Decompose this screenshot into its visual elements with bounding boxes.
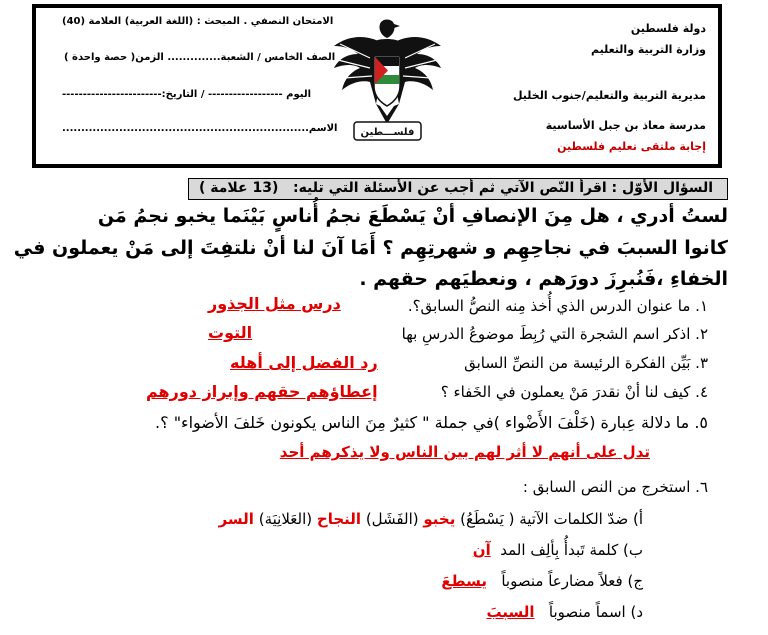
passage-line-1: لستُ أدري ، هل مِنَ الإنصافِ أنْ يَسْطَعَ نجمُ أُناسٍ بَيْنَما يخبو نجمُ مَن bbox=[97, 205, 728, 227]
sub-item-a-answer-2: النجاح bbox=[316, 510, 362, 528]
palestine-eagle-emblem-icon bbox=[330, 16, 445, 152]
sub-item-d-prefix: د) اسماً منصوباً bbox=[548, 603, 643, 621]
answer-3: رد الفضل إلى أهله bbox=[230, 353, 378, 372]
sub-item-b-answer: آن bbox=[472, 541, 491, 559]
passage-line-2: كانوا السببَ في نجاحِهِم و شهرتِهِم ؟ أَمَا آنَ لنا أنْ نلتفِتَ إلى مَنْ يعملون في bbox=[13, 237, 728, 259]
ministry-name: وزارة التربية والتعليم bbox=[591, 43, 706, 56]
sub-item-a bbox=[219, 510, 643, 528]
sub-item-a-answer-3: السر bbox=[218, 510, 254, 528]
question-header-bar bbox=[188, 178, 728, 200]
country-name: دولة فلسطين bbox=[630, 22, 706, 35]
directorate-name: مديرية التربية والتعليم/جنوب الخليل bbox=[512, 89, 706, 102]
date-line: اليوم ------------------ / التاريخ:------------------------ bbox=[62, 89, 312, 100]
class-info-line: الصف الخامس / الشعبة.............. الزمن( حصة واحدة ) bbox=[64, 52, 336, 63]
slogan-text: إجابة ملتقى تعليم فلسطين bbox=[557, 140, 706, 153]
sub-item-b-prefix: ب) كلمة تَبدأُ بِألِف المد bbox=[500, 541, 643, 559]
sub-item-c-prefix: ج) فعلاً مضارعاً منصوباً bbox=[501, 572, 643, 590]
sub-item-a-answer-1: يخبو bbox=[423, 510, 456, 528]
question-marks: (13 علامة ) bbox=[199, 180, 279, 196]
answer-2: التوت bbox=[208, 323, 253, 342]
answer-4: إعطاؤهم حقهم وإبراز دورهم bbox=[146, 382, 378, 401]
question-5: ٥. ما دلالة عِبارة (خَلْفَ الأَضْواء )في جملة " كثيرٌ مِنَ الناس يكونون خَلفَ الأضواء" ؟. bbox=[155, 413, 708, 432]
question-4: ٤. كيف لنا أنْ نقدرَ مَنْ يعملون في الخَفاء ؟ bbox=[440, 383, 708, 401]
name-line: الاسم................................................................. bbox=[62, 123, 338, 134]
sub-item-b bbox=[473, 541, 643, 559]
sub-item-a-mid-1: (الفَشَل) bbox=[365, 510, 419, 528]
passage-line-3: الخفاءِ ،فَنُبرِزَ دورَهم ، ونعطيَهم حقهم . bbox=[359, 268, 728, 290]
sub-item-c bbox=[441, 572, 643, 590]
answer-1: درس مثل الجذور bbox=[208, 294, 341, 313]
school-name: مدرسة معاذ بن جبل الأساسية bbox=[545, 119, 706, 132]
sub-item-d bbox=[487, 603, 643, 621]
question-3: ٣. بَيِّن الفكرة الرئيسة من النصِّ السابق bbox=[464, 354, 708, 372]
sub-item-d-answer: السببَ bbox=[486, 603, 535, 621]
sub-item-a-mid-2: (العَلانِيَة) bbox=[258, 510, 313, 528]
exam-info-line: الامتحان النصفي . المبحث : (اللغة العربية) العلامة (40) bbox=[62, 16, 334, 27]
question-1: ١. ما عنوان الدرس الذي أُخذ مِنه النصُّ السابق؟. bbox=[407, 297, 708, 315]
question-6: ٦. استخرج من النص السابق : bbox=[522, 478, 708, 496]
answer-5: تدل على أنهم لا أثر لهم بين الناس ولا يذكرهم أحد bbox=[279, 443, 650, 461]
question-title: السؤال الأوّل : اقرأ النّص الآتي ثم أجب عن الأسئلة التي تليه: bbox=[292, 180, 713, 196]
sub-item-c-answer: يسطعَ bbox=[441, 572, 488, 590]
emblem-scroll-text: فلســـطين bbox=[360, 127, 415, 138]
question-2: ٢. اذكر اسم الشجرة التي رُبِطَ موضوعُ الدرسِ بها bbox=[401, 325, 708, 343]
sub-item-a-prefix: أ) ضدّ الكلمات الآتية ( يَسْطَعُ) bbox=[460, 510, 643, 528]
